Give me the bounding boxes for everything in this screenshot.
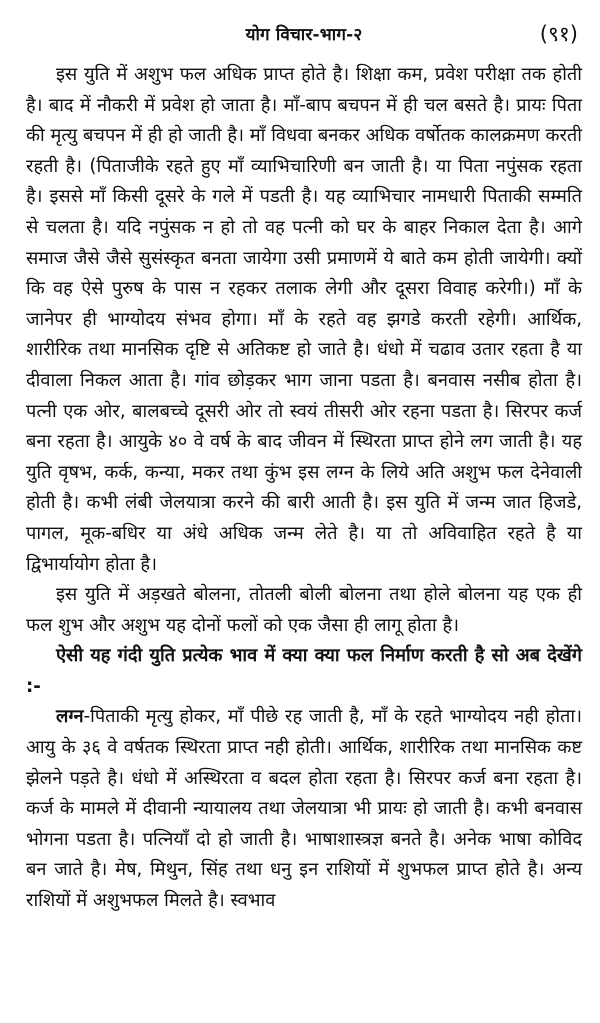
section-heading: ऐसी यह गंदी युति प्रत्येक भाव में क्या क्या फल निर्माण करती है सो अब देखेंगे :-: [26, 645, 582, 697]
page-number: (९१): [539, 22, 578, 46]
running-title: योग विचार-भाग-२: [245, 25, 363, 45]
page-header: [26, 0, 582, 52]
lagna-text: -पिताकी मृत्यु होकर, माँ पीछे रह जाती है, माँ के रहते भाग्योदय नही होता। आयु के ३६ वे वर्षतक स्थिरता प्राप्त नही होती। आर्थिक, शारीरिक तथा मानसिक कष्ट झेलने पड़ते है। धंधो में अस्थिरता व बदल होता रहता है। सिरपर कर्ज बना रहता है। कर्ज के मामले में दीवानी न्यायालय तथा जेलयात्रा भी प्रायः हो जाती है। कभी बनवास भोगना पडता है। पत्नियाँ दो हो जाती है। भाषाशास्त्रज्ञ बनते है। अनेक भाषा कोविद बन जाते है। मेष, मिथुन, सिंह तथा धनु इन राशियों में शुभफल प्राप्त होते है। अन्य राशियों में अशुभफल मिलते है। स्वभाव: [26, 706, 583, 912]
paragraph-yuti-effects: इस युति में अशुभ फल अधिक प्राप्त होते है। शिक्षा कम, प्रवेश परीक्षा तक होती है। बाद में नौकरी में प्रवेश हो जाता है। माँ-बाप बचपन में ही चल बसते है। प्रायः पिता की मृत्यु बचपन में ही हो जाती है। माँ विधवा बनकर अधिक वर्षोतक कालक्रमण करती रहती है। (पिताजीके रहते हुए माँ व्याभिचारिणी बन जाती है। या पिता नपुंसक रहता है। इससे माँ किसी दूसरे के गले में पडती है। यह व्याभिचार नामधारी पिताकी सम्मति से चलता है। यदि नपुंसक न हो तो वह पत्नी को घर के बाहर निकाल देता है। आगे समाज जैसे जैसे सुसंस्कृत बनता जायेगा उसी प्रमाणमें ये बाते कम होती जायेगी। क्यों कि वह ऐसे पुरुष के पास न रहकर तलाक लेगी और दूसरा विवाह करेगी।) माँ के जानेपर ही भाग्योदय संभव होगा। माँ के रहते वह झगडे करती रहेगी। आर्थिक, शारीरिक तथा मानसिक दृष्टि से अतिकष्ट हो जाते है। धंधो में चढाव उतार रहता है या दीवाला निकल आता है। गांव छोड़कर भाग जाना पडता है। बनवास नसीब होता है। पत्नी एक ओर, बालबच्चे दूसरी ओर तो स्वयं तीसरी ओर रहना पडता है। सिरपर कर्ज बना रहता है। आयुके ४० वे वर्ष के बाद जीवन में स्थिरता प्राप्त होने लग जाती है। यह युति वृषभ, कर्क, कन्या, मकर तथा कुंभ इस लग्न के लिये अति अशुभ फल देनेवाली होती है। कभी लंबी जेलयात्रा करने की बारी आती है। इस युति में जन्म जात हिजडे, पागल, मूक-बधिर या अंधे अधिक जन्म लेते है। या तो अविवाहित रहते है या द्विभार्यायोग होता है।: [26, 64, 582, 575]
lagna-lead-term: लग्न: [56, 706, 84, 728]
page-body: [26, 60, 582, 917]
paragraph-lagna: [26, 702, 582, 916]
paragraph-speech-effects: इस युति में अड़खते बोलना, तोतली बोली बोलना तथा होले बोलना यह एक ही फल शुभ और अशुभ यह दोनों फलों को एक जैसा ही लागू होता है।: [26, 584, 582, 636]
